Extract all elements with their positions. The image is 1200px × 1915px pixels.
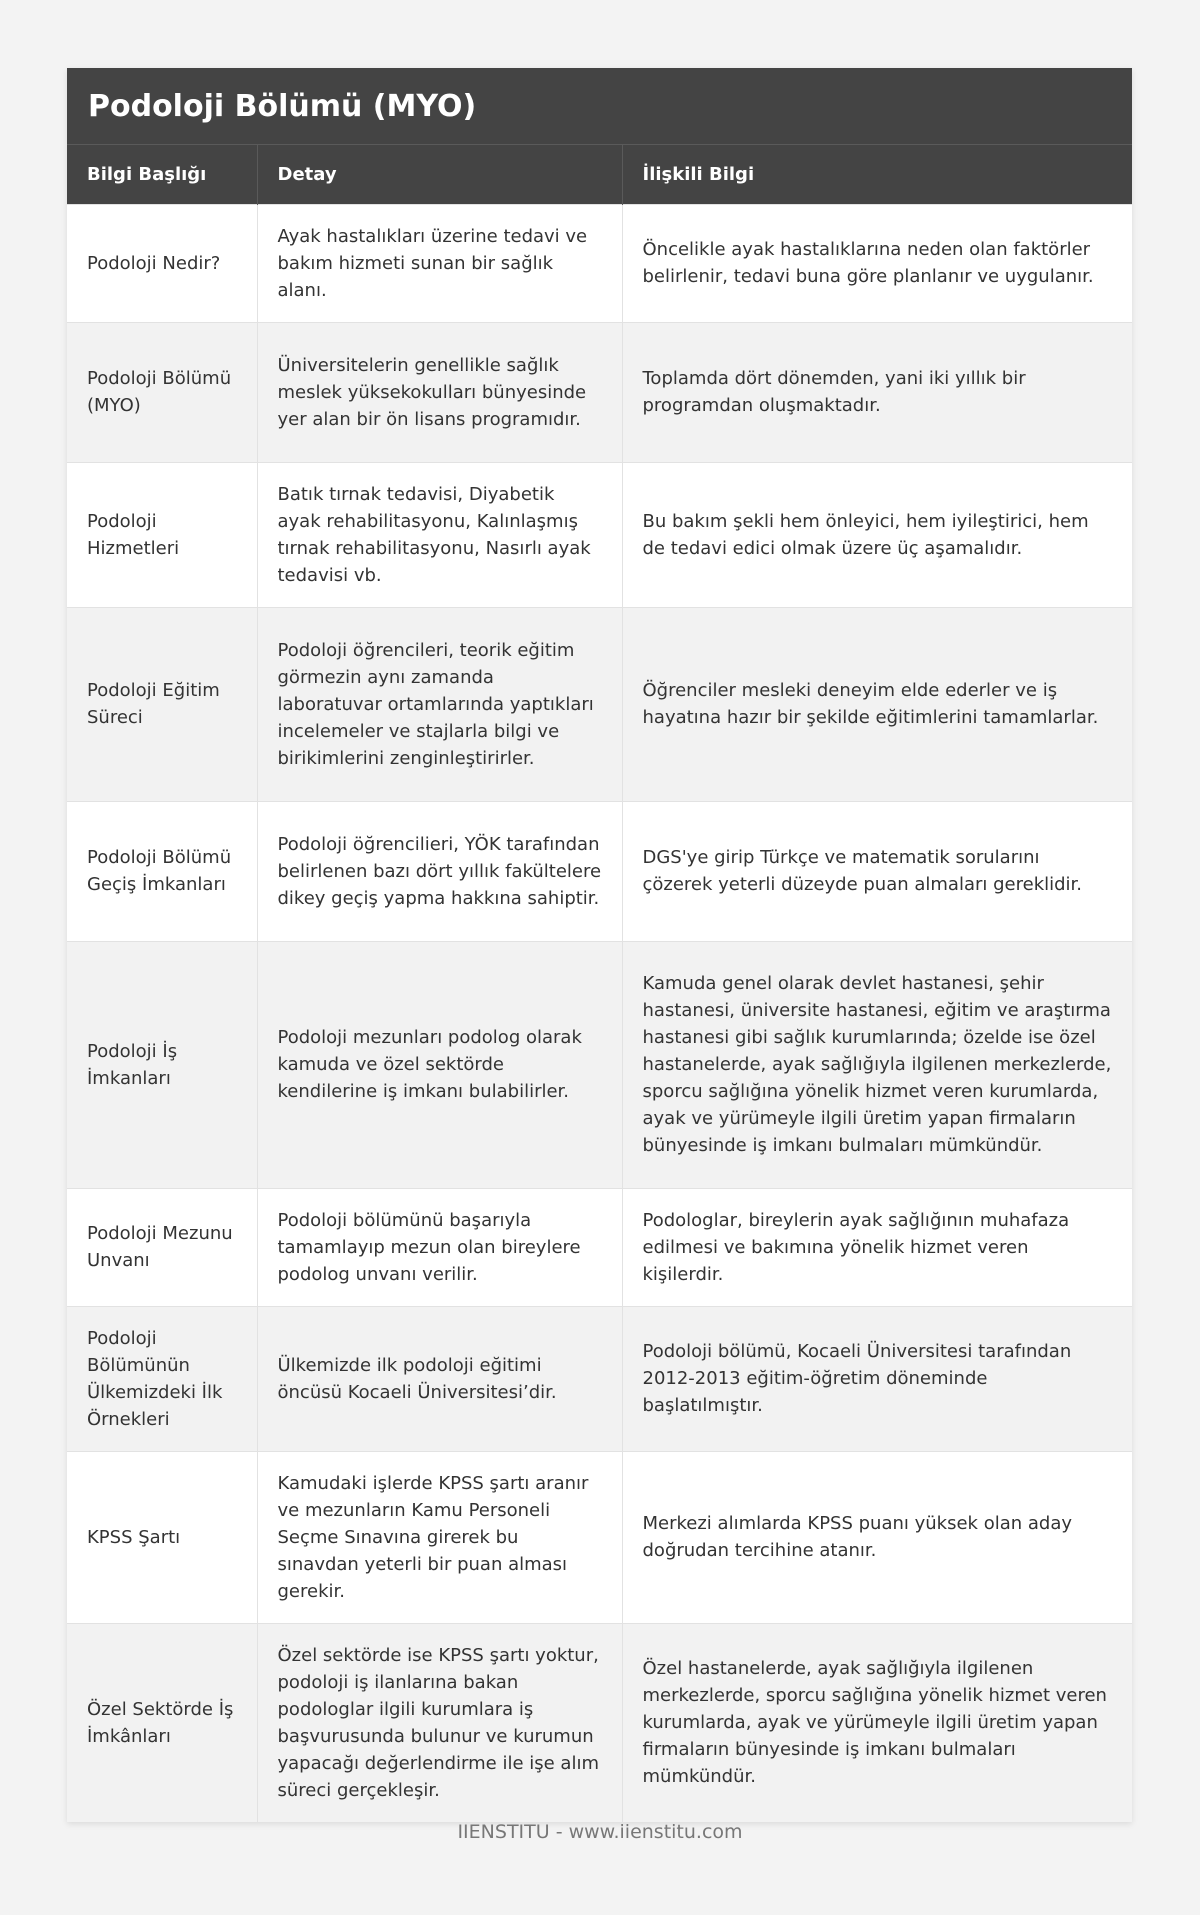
cell-detail: Podoloji öğrencileri, teorik eğitim görmezin aynı zamanda laboratuvar ortamlarında yaptıkları incelemeler ve stajlarla bilgi ve birikimlerini zenginleştirirler. (257, 607, 622, 801)
cell-detail: Üniversitelerin genellikle sağlık meslek yüksekokulları bünyesinde yer alan bir ön lisans programıdır. (257, 322, 622, 462)
table-row (67, 1451, 1132, 1623)
cell-detail: Podoloji mezunları podolog olarak kamuda ve özel sektörde kendilerine iş imkanı bulabilirler. (257, 941, 622, 1188)
cell-topic: Podoloji Bölümü (MYO) (67, 322, 257, 462)
cell-related: Özel hastanelerde, ayak sağlığıyla ilgilenen merkezlerde, sporcu sağlığına yönelik hizmet veren kurumlarda, ayak ve yürümeyle ilgili üretim yapan firmaların bünyesinde iş imkanı bulmaları mümkündür. (622, 1623, 1132, 1822)
cell-topic: KPSS Şartı (67, 1451, 257, 1623)
column-header-related: İlişkili Bilgi (622, 145, 1132, 204)
cell-detail: Podoloji bölümünü başarıyla tamamlayıp mezun olan bireylere podolog unvanı verilir. (257, 1188, 622, 1306)
cell-topic: Podoloji Hizmetleri (67, 462, 257, 607)
cell-detail: Ayak hastalıkları üzerine tedavi ve bakım hizmeti sunan bir sağlık alanı. (257, 204, 622, 322)
table-row (67, 1623, 1132, 1822)
table-row (67, 462, 1132, 607)
cell-detail: Podoloji öğrencilieri, YÖK tarafından belirlenen bazı dört yıllık fakültelere dikey geçiş yapma hakkına sahiptir. (257, 801, 622, 941)
cell-topic: Podoloji İş İmkanları (67, 941, 257, 1188)
cell-related: Öncelikle ayak hastalıklarına neden olan faktörler belirlenir, tedavi buna göre planlanır ve uygulanır. (622, 204, 1132, 322)
cell-topic: Podoloji Bölümü Geçiş İmkanları (67, 801, 257, 941)
table-row (67, 801, 1132, 941)
cell-related: Kamuda genel olarak devlet hastanesi, şehir hastanesi, üniversite hastanesi, eğitim ve araştırma hastanesi gibi sağlık kurumlarında; özelde ise özel hastanelerde, ayak sağlığıyla ilgilenen merkezlerde, sporcu sağlığına yönelik hizmet veren kurumlarda, ayak ve yürümeyle ilgili üretim yapan firmaların bünyesinde iş imkanı bulmaları mümkündür. (622, 941, 1132, 1188)
cell-topic: Podoloji Nedir? (67, 204, 257, 322)
cell-topic: Podoloji Bölümünün Ülkemizdeki İlk Örnekleri (67, 1306, 257, 1451)
cell-related: Merkezi alımlarda KPSS puanı yüksek olan aday doğrudan tercihine atanır. (622, 1451, 1132, 1623)
info-table (67, 145, 1132, 1822)
cell-detail: Kamudaki işlerde KPSS şartı aranır ve mezunların Kamu Personeli Seçme Sınavına girerek bu sınavdan yeterli bir puan alması gerekir. (257, 1451, 622, 1623)
column-header-topic: Bilgi Başlığı (67, 145, 257, 204)
cell-topic: Özel Sektörde İş İmkânları (67, 1623, 257, 1822)
table-row (67, 322, 1132, 462)
cell-topic: Podoloji Eğitim Süreci (67, 607, 257, 801)
table-header-row (67, 145, 1132, 204)
cell-related: Bu bakım şekli hem önleyici, hem iyileştirici, hem de tedavi edici olmak üzere üç aşamalıdır. (622, 462, 1132, 607)
cell-detail: Batık tırnak tedavisi, Diyabetik ayak rehabilitasyonu, Kalınlaşmış tırnak rehabilitasyonu, Nasırlı ayak tedavisi vb. (257, 462, 622, 607)
cell-detail: Ülkemizde ilk podoloji eğitimi öncüsü Kocaeli Üniversitesi’dir. (257, 1306, 622, 1451)
table-row (67, 1188, 1132, 1306)
cell-related: Podologlar, bireylerin ayak sağlığının muhafaza edilmesi ve bakımına yönelik hizmet veren kişilerdir. (622, 1188, 1132, 1306)
cell-topic: Podoloji Mezunu Unvanı (67, 1188, 257, 1306)
table-row (67, 941, 1132, 1188)
column-header-detail: Detay (257, 145, 622, 204)
footer-credit: IIENSTITU - www.iienstitu.com (457, 1821, 743, 1843)
table-title: Podoloji Bölümü (MYO) (67, 68, 1132, 145)
cell-related: DGS'ye girip Türkçe ve matematik sorularını çözerek yeterli düzeyde puan almaları gereklidir. (622, 801, 1132, 941)
cell-related: Podoloji bölümü, Kocaeli Üniversitesi tarafından 2012-2013 eğitim-öğretim döneminde başlatılmıştır. (622, 1306, 1132, 1451)
table-row (67, 204, 1132, 322)
info-card (67, 68, 1132, 1822)
cell-detail: Özel sektörde ise KPSS şartı yoktur, podoloji iş ilanlarına bakan podologlar ilgili kurumlara iş başvurusunda bulunur ve kurumun yapacağı değerlendirme ile işe alım süreci gerçekleşir. (257, 1623, 622, 1822)
cell-related: Öğrenciler mesleki deneyim elde ederler ve iş hayatına hazır bir şekilde eğitimlerini tamamlarlar. (622, 607, 1132, 801)
cell-related: Toplamda dört dönemden, yani iki yıllık bir programdan oluşmaktadır. (622, 322, 1132, 462)
table-row (67, 1306, 1132, 1451)
table-row (67, 607, 1132, 801)
